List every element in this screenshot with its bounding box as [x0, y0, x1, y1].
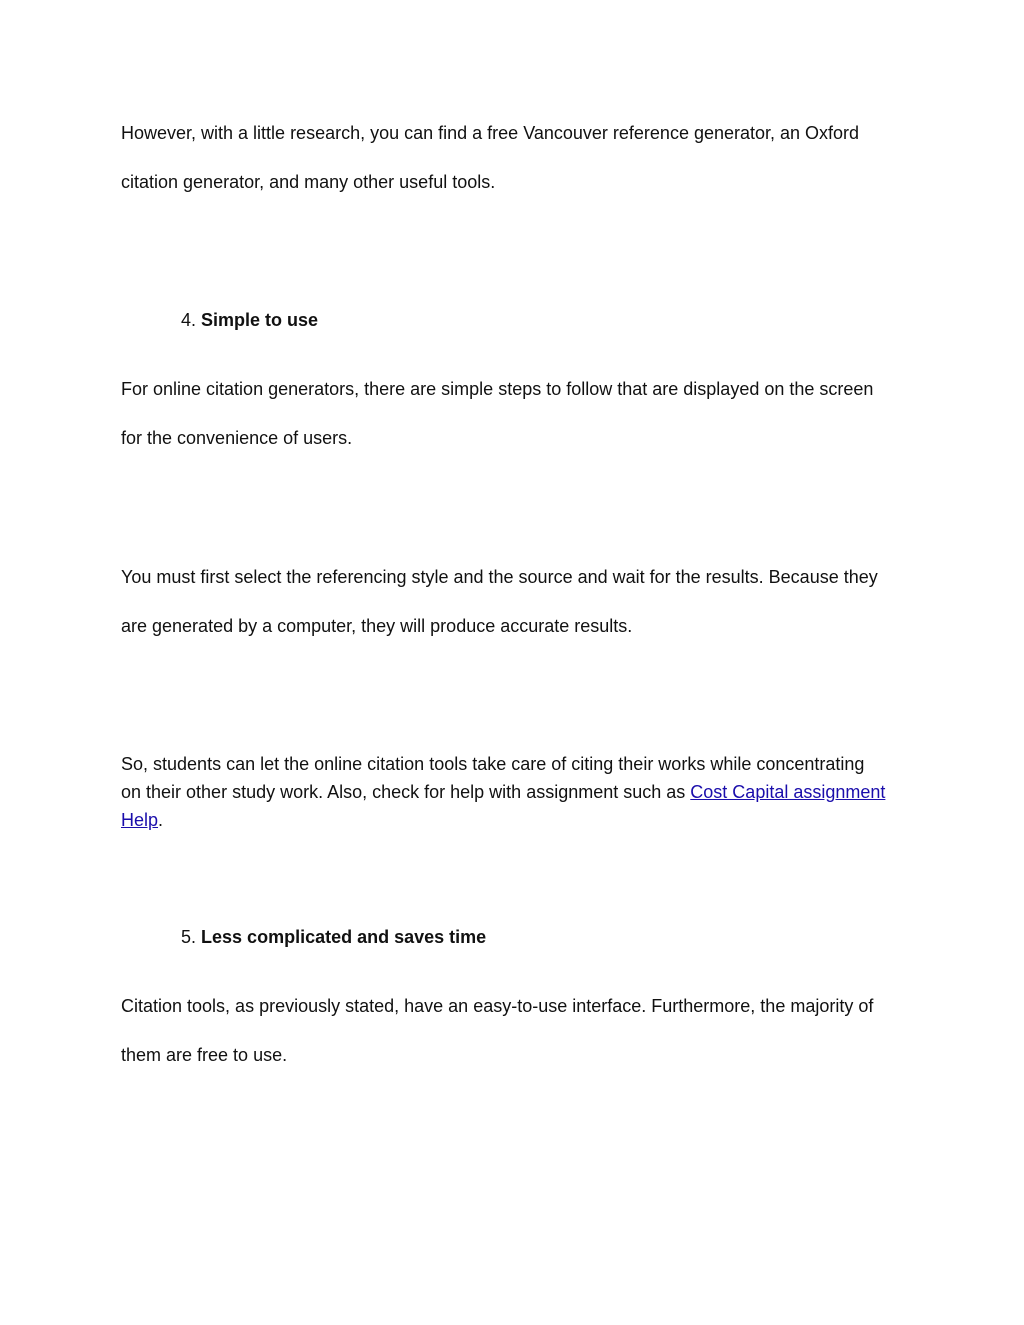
para5-line2: them are free to use. — [121, 1045, 288, 1065]
cost-capital-assignment-link-continued[interactable]: Help — [121, 810, 159, 830]
para2-line2: for the convenience of users. — [121, 428, 353, 448]
para4-period: . — [158, 810, 164, 830]
para5-line1: Citation tools, as previously stated, have an easy-to-use interface. Furthermore, the majority of — [121, 996, 874, 1016]
heading-title: Less complicated and saves time — [201, 927, 487, 947]
heading-number: 4. — [181, 310, 197, 330]
para3-line1: You must first select the referencing style and the source and wait for the results. Because they — [121, 567, 878, 587]
para4-line2 — [121, 778, 885, 806]
heading-number: 5. — [181, 927, 197, 947]
para1-line1: However, with a little research, you can find a free Vancouver reference generator, an Oxford — [121, 123, 860, 143]
para3-line2: are generated by a computer, they will produce accurate results. — [121, 616, 633, 636]
para4-line1: So, students can let the online citation tools take care of citing their works while concentrating — [121, 754, 865, 774]
heading-title: Simple to use — [201, 310, 319, 330]
para4-line2-text: on their other study work. Also, check for help with assignment such as — [121, 782, 686, 802]
para2-line1: For online citation generators, there are simple steps to follow that are displayed on the screen — [121, 379, 874, 399]
section-heading-4 — [181, 306, 318, 334]
section-heading-5 — [181, 923, 486, 951]
para4-line3 — [121, 806, 163, 834]
cost-capital-assignment-link[interactable]: Cost Capital assignment — [690, 782, 886, 802]
para1-line2: citation generator, and many other useful tools. — [121, 172, 496, 192]
